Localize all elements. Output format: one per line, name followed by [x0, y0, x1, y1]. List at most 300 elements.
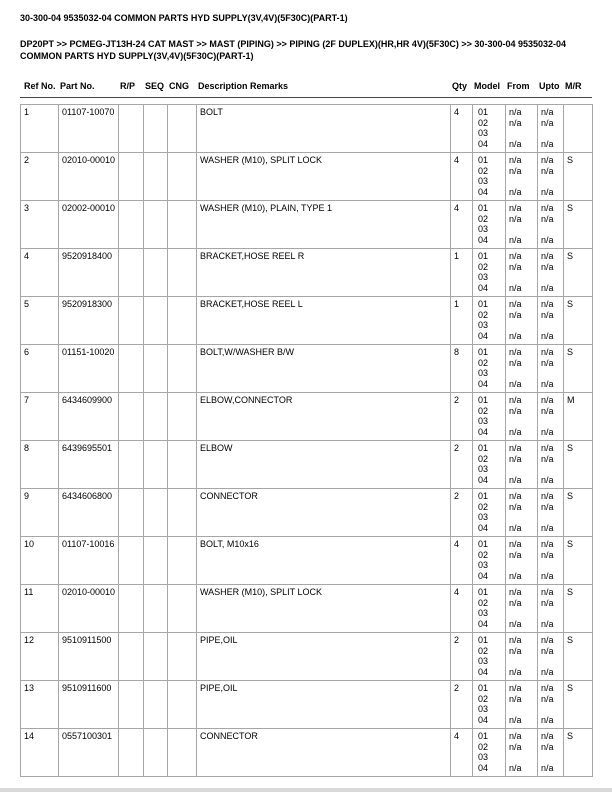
model-line: 03 — [478, 752, 489, 762]
mr-cell: S — [564, 201, 593, 249]
mr-cell: S — [564, 297, 593, 345]
upto-line: n/a — [541, 357, 554, 368]
qty-cell: 4 — [451, 729, 473, 777]
from-line: n/a — [509, 203, 522, 213]
part-no-cell: 6434609900 — [59, 393, 119, 441]
cng-cell — [168, 681, 197, 729]
upto-line — [541, 464, 562, 475]
upto-cell — [538, 105, 564, 153]
from-line: n/a — [509, 378, 522, 389]
upto-line: n/a — [541, 309, 554, 320]
from-line: n/a — [509, 474, 522, 485]
seq-cell — [144, 105, 168, 153]
model-line: 03 — [478, 176, 489, 186]
ref-cell: 1 — [21, 105, 59, 153]
cng-cell — [168, 537, 197, 585]
upto-line — [541, 416, 562, 427]
from-line: n/a — [509, 645, 522, 656]
from-line — [509, 320, 536, 331]
qty-cell: 4 — [451, 153, 473, 201]
model-line: 02 — [478, 741, 489, 752]
ref-cell: 10 — [21, 537, 59, 585]
upto-line — [541, 320, 562, 331]
ref-cell: 5 — [21, 297, 59, 345]
from-line: n/a — [509, 107, 522, 117]
from-cell — [506, 393, 538, 441]
from-line: n/a — [509, 299, 522, 309]
model-line: 02 — [478, 309, 489, 320]
from-cell — [506, 345, 538, 393]
upto-line: n/a — [541, 474, 554, 485]
table-row — [21, 441, 593, 489]
seq-cell — [144, 633, 168, 681]
model-line: 04 — [478, 714, 489, 725]
upto-line: n/a — [541, 741, 554, 752]
col-header-from: From — [507, 81, 530, 91]
seq-cell — [144, 585, 168, 633]
from-line: n/a — [509, 597, 522, 608]
part-no-cell: 01107-10070 — [59, 105, 119, 153]
col-header-seq: SEQ — [145, 81, 165, 91]
model-line: 01 — [478, 203, 489, 213]
cng-cell — [168, 249, 197, 297]
table-row — [21, 249, 593, 297]
table-row — [21, 153, 593, 201]
upto-line: n/a — [541, 443, 554, 453]
rp-cell — [119, 105, 144, 153]
from-line: n/a — [509, 213, 522, 224]
col-header-mr: M/R — [565, 81, 582, 91]
from-line — [509, 656, 536, 667]
from-line: n/a — [509, 549, 522, 560]
upto-line — [541, 752, 562, 763]
model-line: 03 — [478, 464, 489, 474]
upto-line — [541, 128, 562, 139]
col-header-rp: R/P — [120, 81, 136, 91]
model-line: 03 — [478, 704, 489, 714]
from-line: n/a — [509, 618, 522, 629]
rp-cell — [119, 633, 144, 681]
col-header-part-no: Part No. — [60, 81, 95, 91]
model-line: 03 — [478, 608, 489, 618]
qty-cell: 8 — [451, 345, 473, 393]
model-line: 03 — [478, 368, 489, 378]
mr-cell: S — [564, 585, 593, 633]
model-cell — [473, 633, 506, 681]
upto-line: n/a — [541, 405, 554, 416]
seq-cell — [144, 249, 168, 297]
upto-line: n/a — [541, 186, 554, 197]
model-cell — [473, 297, 506, 345]
mr-cell: S — [564, 681, 593, 729]
seq-cell — [144, 537, 168, 585]
rp-cell — [119, 729, 144, 777]
model-cell — [473, 249, 506, 297]
model-line: 04 — [478, 426, 489, 437]
from-line: n/a — [509, 491, 522, 501]
upto-line: n/a — [541, 666, 554, 677]
model-line: 04 — [478, 522, 489, 533]
model-line: 03 — [478, 320, 489, 330]
rp-cell — [119, 441, 144, 489]
seq-cell — [144, 345, 168, 393]
model-cell — [473, 489, 506, 537]
model-line: 03 — [478, 512, 489, 522]
qty-cell: 2 — [451, 489, 473, 537]
col-header-ref-no: Ref No. — [24, 81, 56, 91]
rp-cell — [119, 201, 144, 249]
upto-line — [541, 656, 562, 667]
upto-line: n/a — [541, 714, 554, 725]
model-line: 03 — [478, 416, 489, 426]
table-row — [21, 297, 593, 345]
part-no-cell: 02002-00010 — [59, 201, 119, 249]
upto-line: n/a — [541, 453, 554, 464]
col-header-qty: Qty — [452, 81, 468, 91]
from-cell — [506, 585, 538, 633]
model-line: 02 — [478, 405, 489, 416]
ref-cell: 11 — [21, 585, 59, 633]
part-no-cell: 0557100301 — [59, 729, 119, 777]
upto-line: n/a — [541, 299, 554, 309]
from-line: n/a — [509, 587, 522, 597]
model-line: 01 — [478, 251, 489, 261]
from-line: n/a — [509, 443, 522, 453]
mr-cell: S — [564, 345, 593, 393]
from-line — [509, 176, 536, 187]
model-line: 04 — [478, 282, 489, 293]
upto-line: n/a — [541, 282, 554, 293]
model-line: 03 — [478, 272, 489, 282]
table-row — [21, 729, 593, 777]
model-line: 03 — [478, 656, 489, 666]
upto-line — [541, 272, 562, 283]
model-line: 03 — [478, 560, 489, 570]
qty-cell: 4 — [451, 585, 473, 633]
upto-line: n/a — [541, 762, 554, 773]
from-line: n/a — [509, 138, 522, 149]
ref-cell: 2 — [21, 153, 59, 201]
model-line: 02 — [478, 693, 489, 704]
from-line: n/a — [509, 357, 522, 368]
from-line: n/a — [509, 330, 522, 341]
rp-cell — [119, 153, 144, 201]
description-cell: WASHER (M10), PLAIN, TYPE 1 — [197, 201, 451, 249]
upto-line: n/a — [541, 155, 554, 165]
from-line: n/a — [509, 714, 522, 725]
model-line: 04 — [478, 186, 489, 197]
description-cell: CONNECTOR — [197, 729, 451, 777]
table-row — [21, 585, 593, 633]
model-line: 02 — [478, 645, 489, 656]
from-line — [509, 704, 536, 715]
cng-cell — [168, 729, 197, 777]
rp-cell — [119, 537, 144, 585]
from-cell — [506, 729, 538, 777]
upto-cell — [538, 345, 564, 393]
cng-cell — [168, 297, 197, 345]
model-line: 01 — [478, 731, 489, 741]
model-line: 02 — [478, 597, 489, 608]
col-header-model: Model — [474, 81, 500, 91]
from-line: n/a — [509, 117, 522, 128]
cng-cell — [168, 201, 197, 249]
part-no-cell: 01151-10020 — [59, 345, 119, 393]
qty-cell: 1 — [451, 297, 473, 345]
upto-line: n/a — [541, 234, 554, 245]
header-divider — [20, 97, 592, 98]
description-cell: WASHER (M10), SPLIT LOCK — [197, 585, 451, 633]
upto-line: n/a — [541, 378, 554, 389]
upto-line: n/a — [541, 261, 554, 272]
from-line — [509, 752, 536, 763]
upto-cell — [538, 537, 564, 585]
page-bottom-edge — [0, 788, 612, 792]
from-line: n/a — [509, 731, 522, 741]
upto-line: n/a — [541, 587, 554, 597]
model-line: 02 — [478, 261, 489, 272]
from-line: n/a — [509, 666, 522, 677]
description-cell: BOLT,W/WASHER B/W — [197, 345, 451, 393]
description-cell: PIPE,OIL — [197, 633, 451, 681]
from-line — [509, 416, 536, 427]
rp-cell — [119, 393, 144, 441]
from-line — [509, 608, 536, 619]
rp-cell — [119, 681, 144, 729]
mr-cell: S — [564, 633, 593, 681]
description-cell: BOLT, M10x16 — [197, 537, 451, 585]
model-line: 04 — [478, 474, 489, 485]
qty-cell: 2 — [451, 441, 473, 489]
table-body — [21, 105, 593, 777]
upto-line: n/a — [541, 549, 554, 560]
from-line: n/a — [509, 683, 522, 693]
from-line: n/a — [509, 501, 522, 512]
model-cell — [473, 393, 506, 441]
upto-cell — [538, 297, 564, 345]
qty-cell: 4 — [451, 201, 473, 249]
from-line: n/a — [509, 570, 522, 581]
ref-cell: 4 — [21, 249, 59, 297]
upto-line: n/a — [541, 330, 554, 341]
from-line: n/a — [509, 282, 522, 293]
upto-line — [541, 224, 562, 235]
qty-cell: 4 — [451, 537, 473, 585]
model-cell — [473, 585, 506, 633]
from-cell — [506, 489, 538, 537]
seq-cell — [144, 297, 168, 345]
model-line: 01 — [478, 491, 489, 501]
upto-cell — [538, 201, 564, 249]
cng-cell — [168, 441, 197, 489]
qty-cell: 4 — [451, 105, 473, 153]
mr-cell: S — [564, 153, 593, 201]
from-cell — [506, 633, 538, 681]
parts-table — [20, 104, 593, 777]
qty-cell: 2 — [451, 393, 473, 441]
seq-cell — [144, 393, 168, 441]
model-cell — [473, 153, 506, 201]
table-row — [21, 393, 593, 441]
part-no-cell: 02010-00010 — [59, 153, 119, 201]
page-title: 30-300-04 9535032-04 COMMON PARTS HYD SUPPLY(3V,4V)(5F30C)(PART-1) — [20, 13, 348, 23]
model-line: 04 — [478, 570, 489, 581]
part-no-cell: 6434606800 — [59, 489, 119, 537]
table-header-row — [20, 81, 592, 97]
model-line: 01 — [478, 107, 489, 117]
from-cell — [506, 105, 538, 153]
description-cell: PIPE,OIL — [197, 681, 451, 729]
upto-cell — [538, 489, 564, 537]
from-line: n/a — [509, 261, 522, 272]
upto-line: n/a — [541, 618, 554, 629]
cng-cell — [168, 489, 197, 537]
upto-line: n/a — [541, 117, 554, 128]
from-line: n/a — [509, 309, 522, 320]
ref-cell: 13 — [21, 681, 59, 729]
description-cell: BRACKET,HOSE REEL L — [197, 297, 451, 345]
upto-line: n/a — [541, 347, 554, 357]
cng-cell — [168, 393, 197, 441]
description-cell: WASHER (M10), SPLIT LOCK — [197, 153, 451, 201]
part-no-cell: 01107-10016 — [59, 537, 119, 585]
upto-line — [541, 608, 562, 619]
model-line: 02 — [478, 501, 489, 512]
model-cell — [473, 729, 506, 777]
model-cell — [473, 201, 506, 249]
mr-cell — [564, 105, 593, 153]
from-line — [509, 368, 536, 379]
from-cell — [506, 681, 538, 729]
from-line — [509, 128, 536, 139]
from-line — [509, 464, 536, 475]
model-cell — [473, 681, 506, 729]
upto-line: n/a — [541, 213, 554, 224]
from-line: n/a — [509, 741, 522, 752]
model-line: 03 — [478, 224, 489, 234]
upto-line: n/a — [541, 635, 554, 645]
from-line: n/a — [509, 693, 522, 704]
description-cell: ELBOW,CONNECTOR — [197, 393, 451, 441]
ref-cell: 7 — [21, 393, 59, 441]
part-no-cell: 9520918300 — [59, 297, 119, 345]
upto-line: n/a — [541, 107, 554, 117]
table-row — [21, 537, 593, 585]
from-cell — [506, 249, 538, 297]
part-no-cell: 02010-00010 — [59, 585, 119, 633]
ref-cell: 8 — [21, 441, 59, 489]
upto-cell — [538, 633, 564, 681]
cng-cell — [168, 153, 197, 201]
upto-line: n/a — [541, 203, 554, 213]
ref-cell: 6 — [21, 345, 59, 393]
upto-line: n/a — [541, 731, 554, 741]
upto-line: n/a — [541, 395, 554, 405]
seq-cell — [144, 201, 168, 249]
upto-cell — [538, 585, 564, 633]
upto-line: n/a — [541, 491, 554, 501]
from-line: n/a — [509, 155, 522, 165]
model-line: 01 — [478, 539, 489, 549]
cng-cell — [168, 105, 197, 153]
rp-cell — [119, 489, 144, 537]
cng-cell — [168, 633, 197, 681]
upto-cell — [538, 681, 564, 729]
ref-cell: 9 — [21, 489, 59, 537]
col-header-upto: Upto — [539, 81, 560, 91]
upto-line — [541, 512, 562, 523]
from-cell — [506, 297, 538, 345]
from-line: n/a — [509, 405, 522, 416]
model-line: 02 — [478, 453, 489, 464]
model-line: 02 — [478, 213, 489, 224]
col-header-description: Description Remarks — [198, 81, 289, 91]
seq-cell — [144, 153, 168, 201]
from-line — [509, 512, 536, 523]
rp-cell — [119, 345, 144, 393]
upto-line — [541, 176, 562, 187]
upto-cell — [538, 393, 564, 441]
model-cell — [473, 537, 506, 585]
table-row — [21, 489, 593, 537]
from-line: n/a — [509, 165, 522, 176]
model-line: 01 — [478, 395, 489, 405]
upto-line: n/a — [541, 645, 554, 656]
upto-line: n/a — [541, 539, 554, 549]
from-cell — [506, 537, 538, 585]
cng-cell — [168, 345, 197, 393]
from-line: n/a — [509, 539, 522, 549]
upto-line: n/a — [541, 426, 554, 437]
from-line: n/a — [509, 347, 522, 357]
mr-cell: S — [564, 489, 593, 537]
model-line: 02 — [478, 357, 489, 368]
model-line: 01 — [478, 443, 489, 453]
from-line: n/a — [509, 762, 522, 773]
part-no-cell: 6439695501 — [59, 441, 119, 489]
upto-line: n/a — [541, 570, 554, 581]
upto-line: n/a — [541, 522, 554, 533]
model-line: 04 — [478, 762, 489, 773]
description-cell: BOLT — [197, 105, 451, 153]
model-cell — [473, 105, 506, 153]
description-cell: ELBOW — [197, 441, 451, 489]
model-line: 04 — [478, 234, 489, 245]
rp-cell — [119, 585, 144, 633]
upto-line — [541, 368, 562, 379]
from-cell — [506, 201, 538, 249]
upto-cell — [538, 441, 564, 489]
model-line: 02 — [478, 165, 489, 176]
upto-line: n/a — [541, 138, 554, 149]
model-line: 04 — [478, 330, 489, 341]
from-line: n/a — [509, 522, 522, 533]
mr-cell: M — [564, 393, 593, 441]
table-row — [21, 201, 593, 249]
part-no-cell: 9520918400 — [59, 249, 119, 297]
model-line: 01 — [478, 155, 489, 165]
upto-line — [541, 560, 562, 571]
upto-line: n/a — [541, 165, 554, 176]
from-line: n/a — [509, 426, 522, 437]
model-line: 01 — [478, 587, 489, 597]
seq-cell — [144, 489, 168, 537]
model-line: 02 — [478, 117, 489, 128]
from-line: n/a — [509, 453, 522, 464]
from-cell — [506, 441, 538, 489]
from-line — [509, 560, 536, 571]
upto-cell — [538, 153, 564, 201]
